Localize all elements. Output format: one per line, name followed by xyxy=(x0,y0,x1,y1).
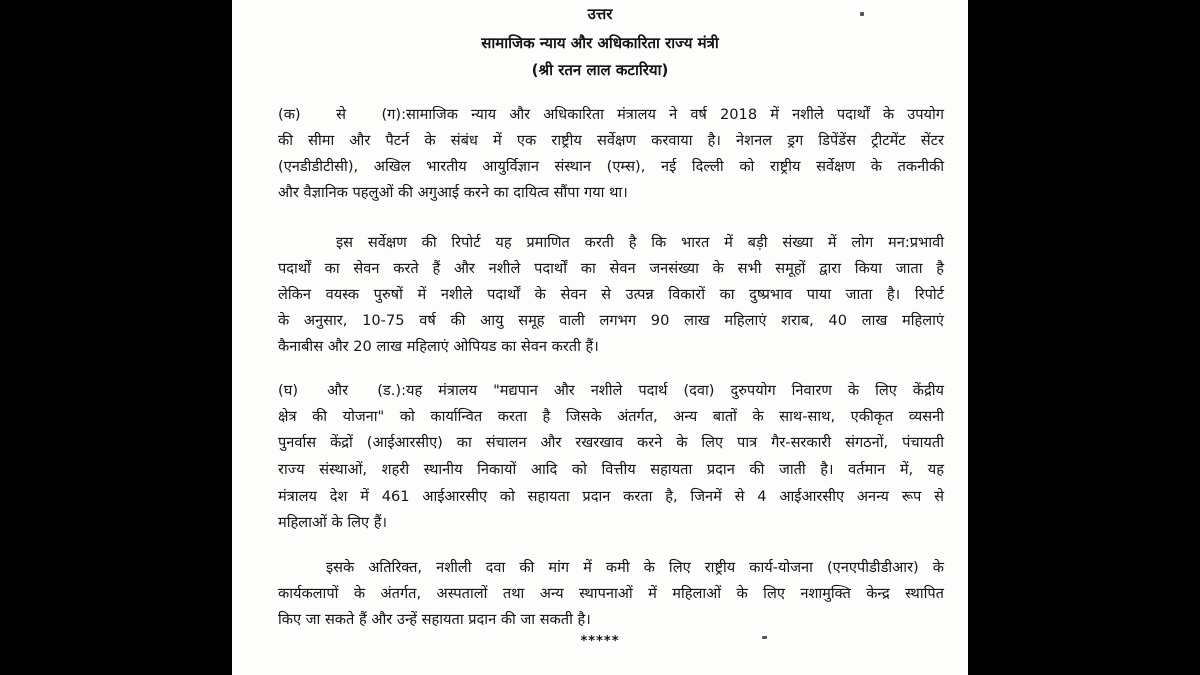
paragraph4-line-2: कार्यकलापों के अंतर्गत, अस्पतालों तथा अन्य स्थापनाओं में महिलाओं के लिए नशामुक्ति केन्द्र स्थापित xyxy=(278,585,944,602)
paragraph1-label: (क) से (ग): xyxy=(278,106,406,123)
scan-speck xyxy=(860,12,864,16)
paragraph4-line-3: किए जा सकते हैं और उन्हें सहायता प्रदान की जा सकती है। xyxy=(278,611,591,628)
answer-title: उत्तर xyxy=(587,5,613,23)
minister-title: सामाजिक न्याय और अधिकारिता राज्य मंत्री xyxy=(481,34,719,52)
end-stars: ***** xyxy=(580,634,620,649)
paragraph4-line-1: इसके अतिरिक्त, नशीली दवा की मांग में कमी के लिए राष्ट्रीय कार्य-योजना (एनएपीडीडीआर) के xyxy=(326,559,944,576)
document-page xyxy=(232,0,968,675)
paragraph3-line-6: महिलाओं के लिए हैं। xyxy=(278,514,387,531)
paragraph2-line-4: के अनुसार, 10-75 वर्ष की आयु समूह वाली लगभग 90 लाख महिलाएं शराब, 40 लाख महिलाएं xyxy=(278,312,944,329)
paragraph3-line-2: क्षेत्र की योजना" को कार्यान्वित करता है जिसके अंतर्गत, अन्य बातों के साथ-साथ, एकीकृत व्यसनी xyxy=(278,408,944,425)
paragraph3-line-4: राज्य संस्थाओं, शहरी स्थानीय निकायों आदि को वित्तीय सहायता प्रदान की जाती है। वर्तमान में, यह xyxy=(278,461,944,478)
scan-speck xyxy=(762,636,767,639)
paragraph3-line-1: (घ) और (ड.):यह मंत्रालय "मद्यपान और नशीले पदार्थ (दवा) दुरुपयोग निवारण के लिए केंद्रीय xyxy=(278,382,944,399)
minister-name: (श्री रतन लाल कटारिया) xyxy=(531,61,669,79)
paragraph2-line-2: पदार्थों का सेवन करते हैं और नशीले पदार्थों का सेवन जनसंख्या के सभी समूहों द्वारा किया जाता है xyxy=(278,260,944,277)
paragraph2-line-5: कैनाबीस और 20 लाख महिलाएं ओपियड का सेवन करती हैं। xyxy=(278,338,599,355)
paragraph1-line-4: और वैज्ञानिक पहलुओं की अगुआई करने का दायित्व सौंपा गया था। xyxy=(278,184,628,201)
paragraph1-line-1: (क) से (ग):सामाजिक न्याय और अधिकारिता मंत्रालय ने वर्ष 2018 में नशीले पदार्थों के उपयोग xyxy=(278,106,944,123)
paragraph1-line-2: की सीमा और पैटर्न के संबंध में एक राष्ट्रीय सर्वेक्षण करवाया है। नेशनल ड्रग डिपेंडेंस ट्रीटमेंट सेंटर xyxy=(278,132,944,149)
paragraph3-line-5: मंत्रालय देश में 461 आईआरसीए को सहायता प्रदान करता है, जिनमें से 4 आईआरसीए अनन्य रूप से xyxy=(278,488,944,505)
paragraph2-line-3: लेकिन वयस्क पुरुषों में नशीले पदार्थों के सेवन से उत्पन्न विकारों का दुष्प्रभाव पाया जाता है। रिपोर्ट xyxy=(278,286,944,303)
paragraph3-label: (घ) और (ड.): xyxy=(278,382,406,399)
paragraph1-line-3: (एनडीडीटीसी), अखिल भारतीय आयुर्विज्ञान संस्थान (एम्स), नई दिल्ली को राष्ट्रीय सर्वेक्षण के तकनीकी xyxy=(278,158,944,175)
paragraph2-line-1: इस सर्वेक्षण की रिपोर्ट यह प्रमाणित करती है कि भारत में बड़ी संख्या में लोग मन:प्रभावी xyxy=(336,234,944,251)
paragraph3-line-3: पुनर्वास केंद्रों (आईआरसीए) का संचालन और रखरखाव करने के लिए पात्र गैर-सरकारी संगठनों, पंचायती xyxy=(278,434,944,451)
